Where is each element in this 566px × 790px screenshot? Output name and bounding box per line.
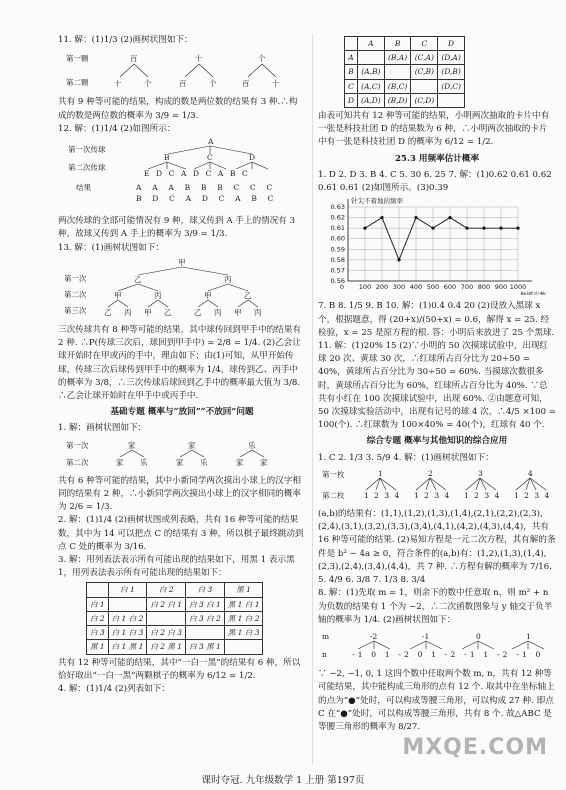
q12-results-row1: A A A B B B C C C [136,183,277,193]
x-tick-label: 100 [358,283,372,292]
x-tick-label: 300 [392,283,406,292]
table-cell: 白 3 黑 1 [186,640,225,654]
table-cell: 白 1 白 2 [108,611,147,625]
q12-answer: 两次传球的全部可能情况有 9 种，球又传到 A 手上的情况有 3 种，故球又传到 A 手上的概率为 3/9 = 1/3. [58,216,296,240]
q12-results-row2: B D C A D C A B C [136,194,278,204]
c-answer-8: 8. 解：(1)先取 m = 1，则余下的数中任意取 n，则 m² + n 为负数的结果有 1 个为 −2，∴二次函数图象与 y 轴交于负半轴的概率为 1/4. (2)画树状图如下： [318,588,553,625]
table-cell: 白 2 白 1 [147,597,186,611]
q12-row3-label: 结果 [76,183,91,193]
table-row [345,51,465,65]
q11-node-bottom: 百 [179,79,187,89]
table-cell: 白 2 白 3 [147,626,186,640]
x-tick-label: 200 [375,283,389,292]
data-point [397,258,400,261]
t4-answer: 4. 解：(1)1/4 (2)列表如下： [58,683,170,694]
x-tick-label: 900 [494,283,508,292]
q12-heading: 12. 解：(1)1/4 (2)如图所示： [58,123,176,134]
table-cell: 白 3 白 2 [186,611,225,625]
data-point [448,216,451,219]
table-row [87,611,263,625]
c8-n-label: n [322,649,327,659]
table-cell: (C,B) [411,65,438,79]
q12-row1-label: 第一次传球 [68,145,106,155]
topic-title-right: 综合专题 概率与其他知识的综合应用 [366,436,508,447]
q12-first-node: C [207,153,213,163]
x-tick-label: 800 [477,283,491,292]
table-cell: 白 2 黑 1 [147,640,186,654]
t1-second-node: 家 [116,457,124,467]
watermark: MXQE.COM [402,735,548,760]
t1-first-node: 家 [188,440,196,450]
t1-first-node: 家 [128,440,136,450]
t1-first-node: 乐 [248,440,256,450]
y-tick-label: 0.57 [330,266,345,275]
q13-row1-label: 第一次 [64,273,87,283]
table-cell: 白 1 [108,583,147,597]
table-cell: B [345,65,358,79]
table-cell: C [411,37,438,51]
table-cell: A [358,37,385,51]
y-tick-label: 0.61 [330,224,345,233]
table-cell: D [345,93,358,107]
x-tick-label: 500 [426,283,440,292]
c-answer-4: (a,b)的结果有：(1,1),(1,2),(1,3),(1,4),(2,1),(2,2),(2,3),(2,4),(3,1),(3,2),(3,3),(3,4),(4,1),(4,2),(4,3),(4,4)，共有 16 种等可能的结果. (2)易知方程是一元二次方程，其有解的条件是 b² − 4a ≥ 0，符合条件的(a,b)有：(1,2),(1,3),(1,4),(2,3),(2,4),(3,4),(4,4)，共 7 种. ∴方程有解的概率为 7/16. [318,509,556,572]
q11-node-top: 个 [258,54,266,64]
table-header-row [345,37,465,51]
t1-second-node: 家 [260,457,268,467]
right-column [318,34,556,734]
q13-l2: 乙 [244,290,252,300]
data-point [482,227,485,230]
chart-title: 针尖不着地的频率 [351,197,403,206]
t3-heading: 3. 解：用列表法表示所有可能出现的结果如下，用黑 1 表示黑 1，用列表法表示所有可能出现的结果如下： [58,555,295,579]
c-row1-label: 第一枚 [322,469,345,479]
column-separator [312,34,313,764]
data-point [363,227,366,230]
t1-tree-diagram [58,438,298,468]
table-cell: (D,A) [438,51,465,65]
svg-text:1234: 1234 [414,490,455,500]
q13-l3: 乙 [104,307,112,317]
q13-l3: 乙 [164,307,172,317]
table-cell: 黑 1 [224,583,263,597]
c-answers-5-8: 5. 4/9 6. 3/8 7. 1/3 8. 3/4 [318,575,426,586]
svg-text:1234: 1234 [464,490,505,500]
table-cell: (C,A) [411,51,438,65]
data-point [499,227,502,230]
c8-top-node: -1 [422,631,430,641]
c8-bottom-row: -1 0 1 -2 0 1 -2 -1 1 -2 -1 0 [352,649,544,659]
y-tick-label: 0.56 [330,277,345,286]
q11-heading: 11. 解：(1)1/3 (2)画树状图如下： [58,35,193,45]
q11-row1-label: 第一颗 [66,54,89,64]
table-cell: (A,B) [358,65,385,79]
table-row [87,626,263,640]
q13-row2-label: 第二次 [64,289,87,299]
table-row [345,79,465,93]
data-point [414,216,417,219]
data-point [465,227,468,230]
svg-text:1234: 1234 [514,490,555,500]
table-cell [87,583,109,597]
table-row [345,93,465,107]
table-row [345,65,465,79]
data-point [380,216,383,219]
table-cell: 白 3 白 1 [186,597,225,611]
q13-tree-diagram [58,257,298,317]
table-cell: 黑 1 白 1 [224,597,263,611]
q13-l2: 甲 [114,290,122,300]
table-cell: 黑 1 [87,640,109,654]
t1-second-node: 家 [236,457,244,467]
c8-m-label: m [322,631,330,641]
t1-answer: 共有 6 种等可能的结果，其中小新同学两次摸出小球上的汉字相同的结果有 2 种，∴小新同学两次摸出小球上的汉字相同的概率为 2/6 = 1/3. [58,475,301,513]
q13-l3: 丙 [214,307,222,317]
data-point [431,227,434,230]
t1-second-node: 家 [176,457,184,467]
table-cell: 白 1 [87,597,109,611]
t1-row2-label: 第二次 [66,457,89,467]
q11-answer: 共有 9 种等可能的结果，构成的数是两位数的结果有 3 种.∴构成的数是两位数的概率为 3/9 = 1/3. [58,97,298,121]
frequency-line-chart [318,195,556,295]
table-cell: 黑 1 白 3 [224,626,263,640]
q11-node-bottom: 百 [242,79,250,89]
q12-first-node: B [164,153,170,163]
answers-7-11: 7. B 8. 1/5 9. B 10. 解：(1)0.4 0.4 20 (2)设放入黑球 x 个，根据题意，得 (20+x)/(50+x) = 0.6，解得 x = 25. 经检验，x = 25 是原方程的根. 答：小明后来放进了 25 个黑球. 11. 解：(1)20% 15 (2)∵小明的 50 次摸球试验中，出现红球 20 次、黄球 30 次，∴红球所占百分比为 20÷50 = 40%，黄球所占百分比为 30÷50 = 60%. 当摸球次数很多时，黄球所占百分比为 60%，红球所占百分比为 40%. ∵总共有小红在 100 次摸球试验中，出现 60%. ②由题意可知，50 次摸球实验活动中，出现有记号的球 4 次，∴4/5 ×100 = 100(个). ∴红球数为 100×40% = 40(个)，红球有 40 个. [318,301,556,431]
table-cell: (B,A) [384,51,411,65]
t3-result-table [86,582,263,654]
c-answer-8-cont: ∵ −2, −1, 0, 1 这四个数中任取两个数 m, n，共有 12 种等可能结果，其中能构成三角形的点有 12 个. 取其中在坐标轴上的点为“●”处时，可以构成等腰三角形，可以构成 27 种. 即点 C 在“●”处时，可以构成等腰三角形，共有 8 个. 故△ABC 是等腰三角形的概率为 8/27. [318,669,555,732]
table-cell [186,626,225,640]
t4-conclusion: 由表可知共有 12 种等可能的结果，小明两次抽取的卡片中有一张是科技社团 D 的结果数为 6 种，∴小明两次抽取的卡片中有一张是科技社团 D 的概率为 6/12 = 1/2. [318,111,550,148]
table-cell: (A,C) [358,79,385,93]
origin-label: 0 [339,283,344,292]
c-line-1: 1. C 2. 1/3 3. 5/9 4. 解：(1)画树状图如下： [318,452,494,463]
topic-title-left: 基础专题 概率与“放回”“不放回”问题 [110,407,254,418]
c-first-node: 2 [428,468,433,478]
c8-top-node: 0 [476,631,481,641]
y-tick-label: 0.58 [330,256,345,265]
table-cell: (C,D) [411,93,438,107]
table-cell: 白 2 [87,611,109,625]
table-cell: 黑 1 白 2 [224,611,263,625]
table-cell [147,611,186,625]
table-cell: (D,B) [438,65,465,79]
c-first-node: 4 [528,468,533,478]
c-first-node: 3 [478,468,483,478]
q11-row2-label: 第二颗 [66,78,89,88]
svg-text:1234: 1234 [364,490,405,500]
q13-l2: 丙 [154,290,162,300]
c-tree-diagram [318,467,556,501]
table-cell: (D,C) [438,79,465,93]
table-row [87,597,263,611]
q13-l3: 丙 [124,307,132,317]
table-cell [108,597,147,611]
table-cell: B [384,37,411,51]
table-cell [358,51,385,65]
q13-root: 甲 [178,257,186,267]
t4-result-table [344,36,465,108]
table-cell [438,93,465,107]
x-tick-label: 700 [460,283,474,292]
q11-node-bottom: 个 [209,79,217,89]
table-cell: D [438,37,465,51]
table-cell: C [345,79,358,93]
q13-l1: 丙 [224,274,232,284]
table-cell [411,79,438,93]
y-tick-label: 0.59 [330,245,345,254]
c8-tree-diagram [318,629,556,661]
t1-second-node: 乐 [140,457,148,467]
x-tick-label: 600 [443,283,457,292]
left-column [58,34,306,696]
table-cell: (B,C) [384,79,411,93]
table-cell [345,37,358,51]
q12-first-node: D [249,153,256,163]
q13-row3-label: 第三次 [64,305,87,315]
q12-row2-label: 第二次传球 [68,163,106,173]
q13-heading: 13. 解：(1)画树状图如下： [58,242,164,253]
q13-l3: 乙 [194,307,202,317]
q13-answer: 三次传球共有 8 种等可能的结果，其中球传回到甲手中的结果有 2 种. ∴P(传球三次后，球回到甲手中) = 2/8 = 1/4. (2)乙会让球开始时在甲或丙的手中，理由如下：由(1)可知，从甲开始传球，传球三次后球传到甲手中的概率为 1/4，球传到乙、丙手中的概率为 3/8，∴三次传球后球回到乙手中的概率最大值为 3/8. ∴乙会让球开始时在甲手中或丙手中. [58,325,301,402]
q13-l3: 丙 [254,307,262,317]
q11-node-top: 百 [130,54,138,64]
t1-heading: 1. 解：画树状图如下： [58,423,147,434]
c-first-node: 1 [378,468,383,478]
q12-second-row: E D C A D C A B C [144,169,250,179]
q11-node-bottom: 个 [144,79,152,89]
q13-l1: 乙 [134,274,142,284]
y-tick-label: 0.60 [330,234,345,243]
table-cell: 白 3 [186,583,225,597]
q11-tree-diagram [58,49,298,89]
x-tick-label: 400 [409,283,423,292]
ans-line-1: 1. D 2. D 3. B 4. C 5. 30 6. 25 7. 解：(1)0.62 0.61 0.62 0.61 0.61 (2)如图所示。(3)0.39 [318,169,552,194]
c-row2-label: 第二枚 [322,490,345,500]
section-title-25-3: 25.3 用频率估计概率 [394,153,480,164]
q11-node-top: 十 [195,54,203,64]
page-footer: 课时夺冠. 九年级数学 1 上册 第197页 [201,775,365,786]
table-cell: (A,D) [358,93,385,107]
q11-node-bottom: 十 [114,79,122,89]
x-tick-label: 1000 [509,283,527,292]
table-cell: 白 2 [147,583,186,597]
q13-l2: 甲 [204,290,212,300]
table-cell: 白 3 [87,626,109,640]
y-tick-label: 0.62 [330,213,345,222]
t1-second-node: 乐 [200,457,208,467]
q13-l3: 甲 [144,307,152,317]
table-header-row [87,583,263,597]
c8-top-node: -2 [370,631,378,641]
c8-top-node: 1 [526,631,531,641]
table-row [87,640,263,654]
data-point [516,227,519,230]
table-cell: A [345,51,358,65]
y-tick-label: 0.63 [330,203,345,212]
t2-answer: 2. 解：(1)1/4 (2)画树状图或列表略，共有 16 种等可能的结果数，其中为 14 可以把点 C 的结果有 3 种，所以棋子最终跳动到点 C 处的概率为 3/16. [58,515,304,552]
x-axis-label: 抛掷次数 [520,291,546,296]
q12-tree-diagram [58,138,298,208]
t1-row1-label: 第一次 [66,440,89,450]
q13-l3: 甲 [234,307,242,317]
table-cell [384,65,411,79]
q11-node-bottom: 十 [272,79,280,89]
table-cell [224,640,263,654]
table-cell: 白 1 白 3 [108,626,147,640]
svg-text:A: A [208,138,214,147]
table-cell: 白 1 黑 1 [108,640,147,654]
table-cell: (B,D) [384,93,411,107]
t3-answer: 共有 12 种等可能的结果，其中“一白一黑”的结果有 6 种，所以恰好取出“一白一黑”两颗棋子的概率为 6/12 = 1/2. [58,657,301,681]
